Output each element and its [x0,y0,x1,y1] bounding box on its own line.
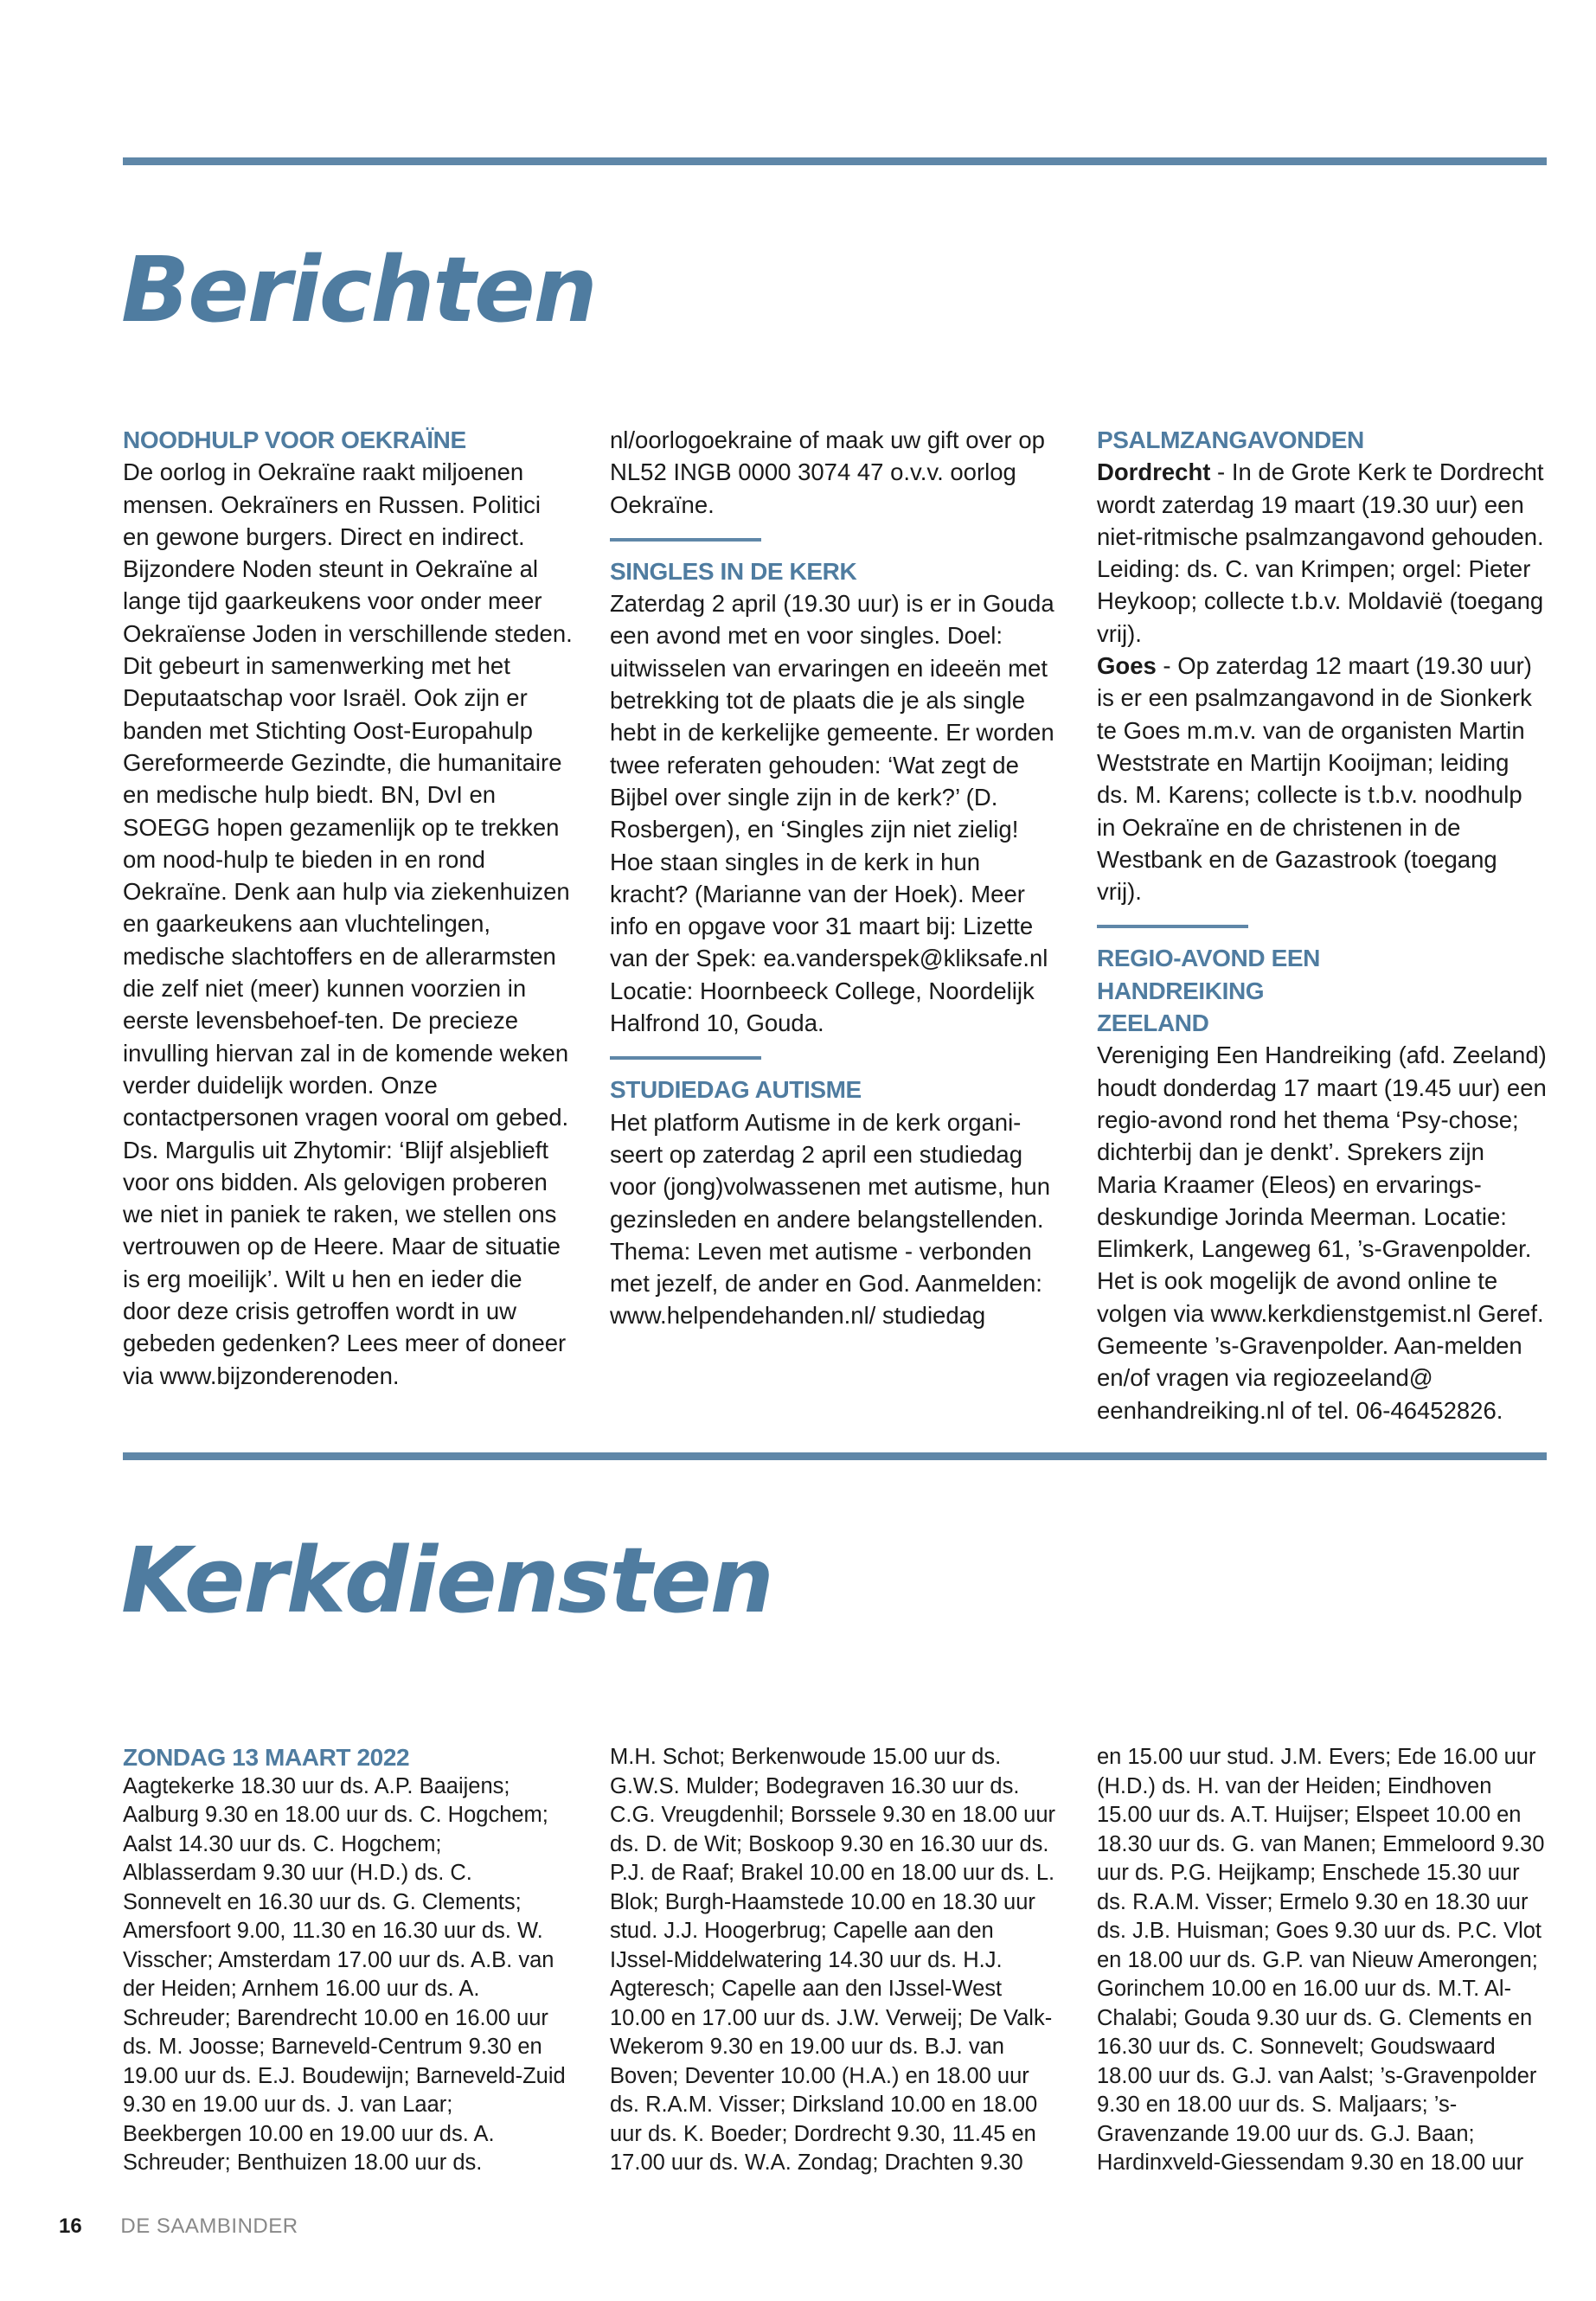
middle-divider [123,1452,1547,1460]
text-goes: - Op zaterdag 12 maart (19.30 uur) is er een psalmzangavond in de Sionkerk te Goes m.m.v. van de organisten Martin Weststrate en Martijn Kooijman; leiding ds. M. Karens; collecte is t.b.v. noodhulp in Oekraïne en de christenen in de Westbank en de Gazastrook (toegang vrij). [1097,652,1532,906]
label-goes: Goes [1097,652,1157,680]
berichten-column-3 [1097,424,1547,1426]
article-divider [1097,925,1248,928]
body-noodhulp-continued: nl/oorlogoekraine of maak uw gift over op NL52 INGB 0000 3074 47 o.v.v. oorlog Oekraïne. [610,426,1045,518]
berichten-column-1 [123,424,573,1392]
body-psalmzang-goes [1097,650,1547,907]
kerkdiensten-column-1 [123,1743,573,2178]
section-title-berichten: Berichten [121,237,596,343]
services-list-3: en 15.00 uur stud. J.M. Evers; Ede 16.00 uur (H.D.) ds. H. van der Heiden; Eindhoven 15.00 uur ds. A.T. Huijser; Elspeet 10.00 en 18.30 uur ds. G. van Manen; Emmeloord 9.30 uur ds. P.G. Heijkamp; Enschede 15.30 uur ds. R.A.M. Visser; Ermelo 9.30 en 18.30 uur ds. J.B. Huisman; Goes 9.30 uur ds. P.C. Vlot en 18.00 uur ds. G.P. van Nieuw Amerongen; Gorinchem 10.00 en 16.00 uur ds. M.T. Al-Chalabi; Gouda 9.30 uur ds. G. Clements en 16.30 uur ds. C. Sonnevelt; Goudswaard 18.00 uur ds. G.J. van Aalst; ’s-Gravenpolder 9.30 en 18.00 uur ds. S. Maljaars; ’s-Gravenzande 19.00 uur ds. G.J. Baan; Hardinxveld-Giessendam 9.30 en 18.00 uur [1097,1745,1545,2175]
label-dordrecht: Dordrecht [1097,458,1211,486]
text-dordrecht: - In de Grote Kerk te Dordrecht wordt zaterdag 19 maart (19.30 uur) een niet-ritmische psalmzangavond gehouden. Leiding: ds. C. van Krimpen; orgel: Pieter Heykoop; collecte t.b.v. Moldavië (toegang vrij). [1097,458,1544,647]
article-divider [610,538,761,542]
section-title-kerkdiensten: Kerkdiensten [121,1528,772,1633]
top-divider [123,157,1547,165]
kerkdiensten-column-2 [610,1743,1060,2178]
kerkdiensten-column-3 [1097,1743,1547,2178]
publication-name: DE SAAMBINDER [120,2214,298,2238]
services-list-1: Aagtekerke 18.30 uur ds. A.P. Baaijens; Aalburg 9.30 en 18.00 uur ds. C. Hogchem; Aalst 14.30 uur ds. C. Hogchem; Alblasserdam 9.30 uur (H.D.) ds. C. Sonnevelt en 16.30 uur ds. G. Clements; Amersfoort 9.00, 11.30 en 16.30 uur ds. W. Visscher; Amsterdam 17.00 uur ds. A.B. van der Heiden; Arnhem 16.00 uur ds. A. Schreuder; Barendrecht 10.00 en 16.00 uur ds. M. Joosse; Barneveld-Centrum 9.30 en 19.00 uur ds. E.J. Boudewijn; Barneveld-Zuid 9.30 en 19.00 uur ds. J. van Laar; Beekbergen 10.00 en 19.00 uur ds. A. Schreuder; Benthuizen 18.00 uur ds. [123,1773,566,2175]
heading-autisme: STUDIEDAG AUTISME [610,1076,862,1104]
heading-psalmzang: PSALMZANGAVONDEN [1097,426,1364,453]
body-regio: Vereniging Een Handreiking (afd. Zeeland) houdt donderdag 17 maart (19.45 uur) een regio-avond rond het thema ‘Psy-chose; dichterbij dan je denkt’. Sprekers zijn Maria Kraamer (Eleos) en ervarings-deskundige Jorinda Meerman. Locatie: Elimkerk, Langeweg 61, ’s-Gravenpolder. Het is ook mogelijk de avond online te volgen via www.kerkdienstgemist.nl Geref. Gemeente ’s-Gravenpolder. Aan-melden en/of vragen via regiozeeland@ eenhandreiking.nl of tel. 06-46452826. [1097,1042,1547,1424]
body-singles: Zaterdag 2 april (19.30 uur) is er in Gouda een avond met en voor singles. Doel: uitwisselen van ervaringen en ideeën met betrekking tot de plaats die je als single hebt in de kerkelijke gemeente. Er worden twee referaten gehouden: ‘Wat zegt de Bijbel over single zijn in de kerk?’ (D. Rosbergen), en ‘Singles zijn niet zielig! Hoe staan singles in de kerk in hun kracht? (Marianne van der Hoek). Meer info en opgave voor 31 maart bij: Lizette van der Spek: ea.vanderspek@kliksafe.nl Locatie: Hoornbeeck College, Noordelijk Halfrond 10, Gouda. [610,590,1054,1037]
article-divider [610,1056,761,1060]
services-list-2: M.H. Schot; Berkenwoude 15.00 uur ds. G.W.S. Mulder; Bodegraven 16.30 uur ds. C.G. Vreugdenhil; Borssele 9.30 en 18.00 uur ds. D. de Wit; Boskoop 9.30 en 16.30 uur ds. P.J. de Raaf; Brakel 10.00 en 18.00 uur ds. L. Blok; Burgh-Haamstede 10.00 en 18.30 uur stud. J.J. Hoogerbrug; Capelle aan den IJssel-Middelwatering 14.30 uur ds. H.J. Agteresch; Capelle aan den IJssel-West 10.00 en 17.00 uur ds. J.W. Verweij; De Valk-Wekerom 9.30 en 19.00 uur ds. B.J. van Boven; Deventer 10.00 (H.A.) en 18.00 uur ds. R.A.M. Visser; Dirksland 10.00 en 18.00 uur ds. K. Boeder; Dordrecht 9.30, 11.45 en 17.00 uur ds. W.A. Zondag; Drachten 9.30 [610,1745,1056,2175]
berichten-column-2 [610,424,1060,1332]
heading-regio: REGIO-AVOND EEN HANDREIKING ZEELAND [1097,945,1320,1037]
heading-date: ZONDAG 13 MAART 2022 [123,1744,410,1771]
body-autisme: Het platform Autisme in de kerk organi-seert op zaterdag 2 april een studiedag voor (jong)volwassenen met autisme, hun gezinsleden en andere belangstellenden. Thema: Leven met autisme - verbonden met jezelf, de ander en God. Aanmelden: www.helpendehanden.nl/ studiedag [610,1108,1051,1330]
page-footer [59,2214,298,2239]
heading-noodhulp: NOODHULP VOOR OEKRAÏNE [123,426,466,453]
body-noodhulp: De oorlog in Oekraïne raakt miljoenen mensen. Oekraïners en Russen. Politici en gewone burgers. Direct en indirect. Bijzondere Noden steunt in Oekraïne al lange tijd gaarkeukens voor onder meer Oekraïense Joden in verschillende steden. Dit gebeurt in samenwerking met het Deputaatschap voor Israël. Ook zijn er banden met Stichting Oost-Europahulp Gereformeerde Gezindte, die humanitaire en medische hulp biedt. BN, DvI en SOEGG hopen gezamenlijk op te trekken om nood-hulp te bieden in en rond Oekraïne. Denk aan hulp via ziekenhuizen en gaarkeukens aan vluchtelingen, medische slachtoffers en de allerarmsten die zelf niet (meer) kunnen voorzien in eerste levensbehoef-ten. De precieze invulling hiervan zal in de komende weken verder duidelijk worden. Onze contactpersonen vragen vooral om gebed. Ds. Margulis uit Zhytomir: ‘Blijf alsjeblieft voor ons bidden. Als gelovigen proberen we niet in paniek te raken, we stellen ons vertrouwen op de Heere. Maar de situatie is erg moeilijk’. Wilt u hen en ieder die door deze crisis getroffen wordt in uw gebeden gedenken? Lees meer of doneer via www.bijzonderenoden. [123,458,573,1389]
heading-singles: SINGLES IN DE KERK [610,557,857,585]
page-number: 16 [59,2214,82,2238]
body-psalmzang-dordrecht [1097,456,1547,650]
